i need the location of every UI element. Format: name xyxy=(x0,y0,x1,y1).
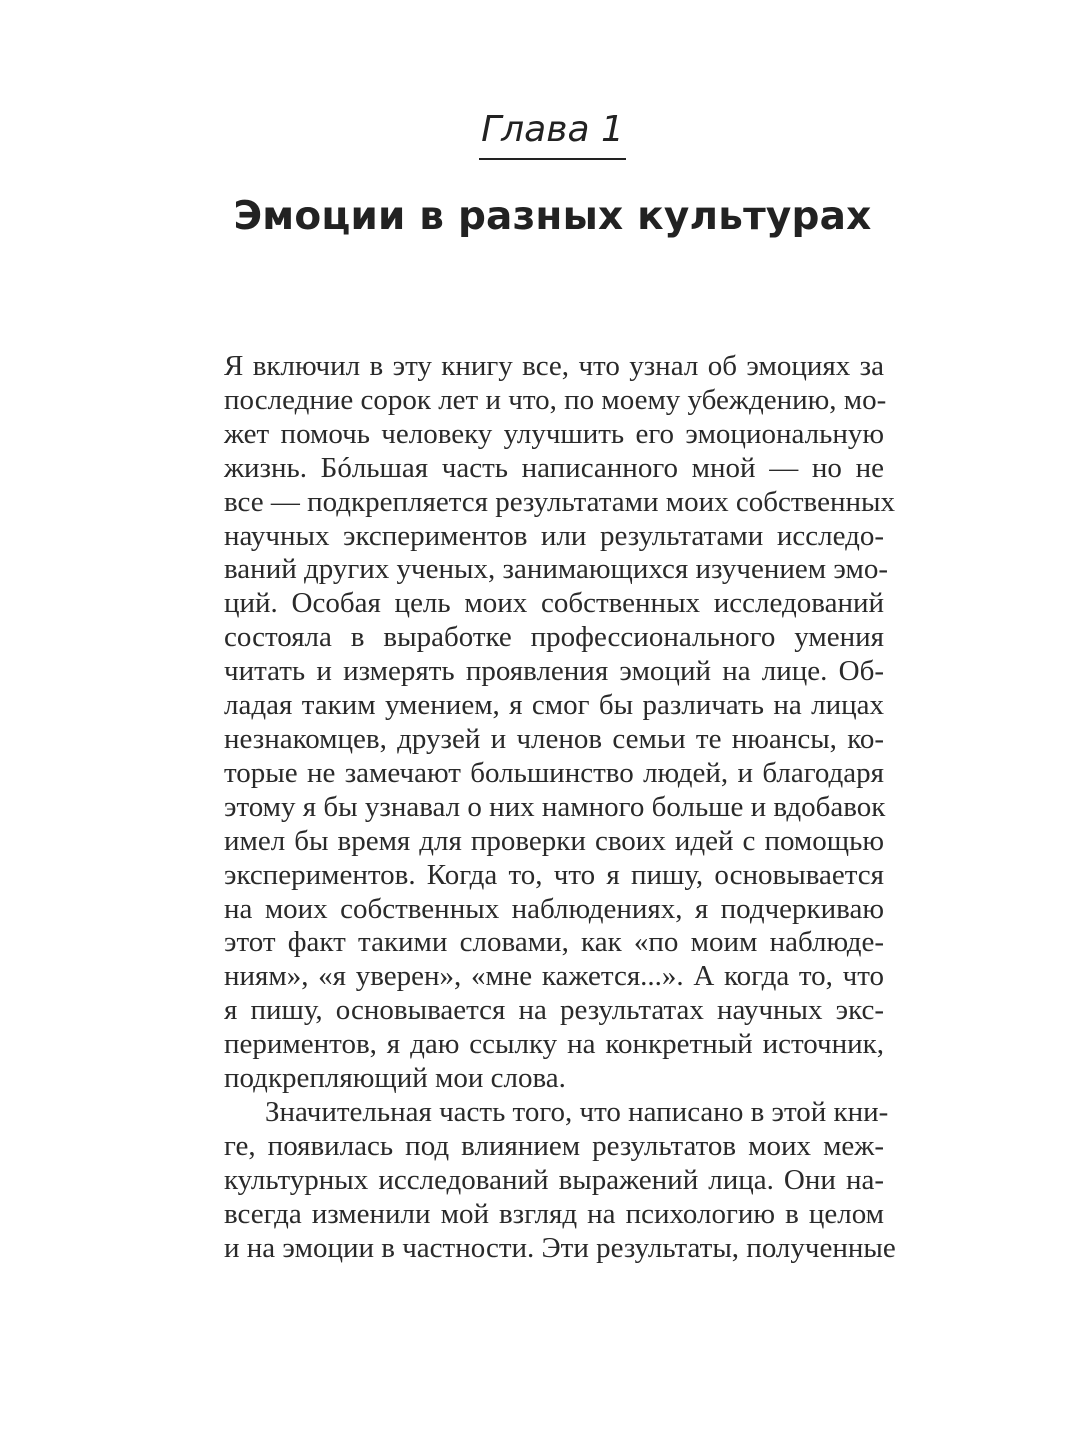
text-line: культурных исследований выражений лица. Они на- xyxy=(224,1163,884,1196)
text-line: на моих собственных наблюдениях, я подчеркиваю xyxy=(224,892,884,925)
text-line: ций. Особая цель моих собственных исследований xyxy=(224,587,884,620)
text-line: Значительная часть того, что написано в этой кни- xyxy=(265,1095,889,1128)
chapter-label xyxy=(0,106,1080,160)
text-line: я пишу, основывается на результатах научных экс- xyxy=(224,994,884,1027)
text-line: жизнь. Бóльшая часть написанного мной — но не xyxy=(224,451,884,484)
text-line: ваний других ученых, занимающихся изучением эмо- xyxy=(224,553,889,586)
paragraph-2 xyxy=(224,1095,896,1266)
text-line: торые не замечают большинство людей, и благодаря xyxy=(224,756,884,789)
text-line: ге, появилась под влиянием результатов моих меж- xyxy=(224,1129,884,1162)
chapter-title: Эмоции в разных культурах xyxy=(233,194,872,239)
text-line: этот факт такими словами, как «по моим наблюде- xyxy=(224,926,884,959)
text-line: имел бы время для проверки своих идей с помощью xyxy=(224,824,884,857)
text-line: всегда изменили мой взгляд на психологию в целом xyxy=(224,1197,884,1230)
text-line: научных экспериментов или результатами исследо- xyxy=(224,519,884,552)
text-line: все — подкрепляется результатами моих собственных xyxy=(224,485,895,518)
text-line: ниям», «я уверен», «мне кажется...». А когда то, что xyxy=(224,960,884,993)
body-text xyxy=(224,350,896,1265)
text-line: экспериментов. Когда то, что я пишу, основывается xyxy=(224,858,884,891)
text-line: подкрепляющий мои слова. xyxy=(224,1062,566,1095)
text-line: ладая таким умением, я смог бы различать на лицах xyxy=(224,689,884,722)
text-line: читать и измерять проявления эмоций на лице. Об- xyxy=(224,655,884,688)
text-line: жет помочь человеку улучшить его эмоциональную xyxy=(224,417,884,450)
text-line: Я включил в эту книгу все, что узнал об эмоциях за xyxy=(224,350,884,382)
text-line: этому я бы узнавал о них намного больше и вдобавок xyxy=(224,790,886,823)
text-line: состояла в выработке профессионального умения xyxy=(224,621,884,654)
text-line: незнакомцев, друзей и членов семьи те нюансы, ко- xyxy=(224,722,884,755)
paragraph-1 xyxy=(224,350,895,1096)
text-line: и на эмоции в частности. Эти результаты, полученные xyxy=(224,1231,896,1264)
text-line: периментов, я даю ссылку на конкретный источник, xyxy=(224,1028,884,1061)
text-line: последние сорок лет и что, по моему убеждению, мо- xyxy=(224,383,887,416)
chapter-label-text: Глава 1 xyxy=(479,106,626,160)
